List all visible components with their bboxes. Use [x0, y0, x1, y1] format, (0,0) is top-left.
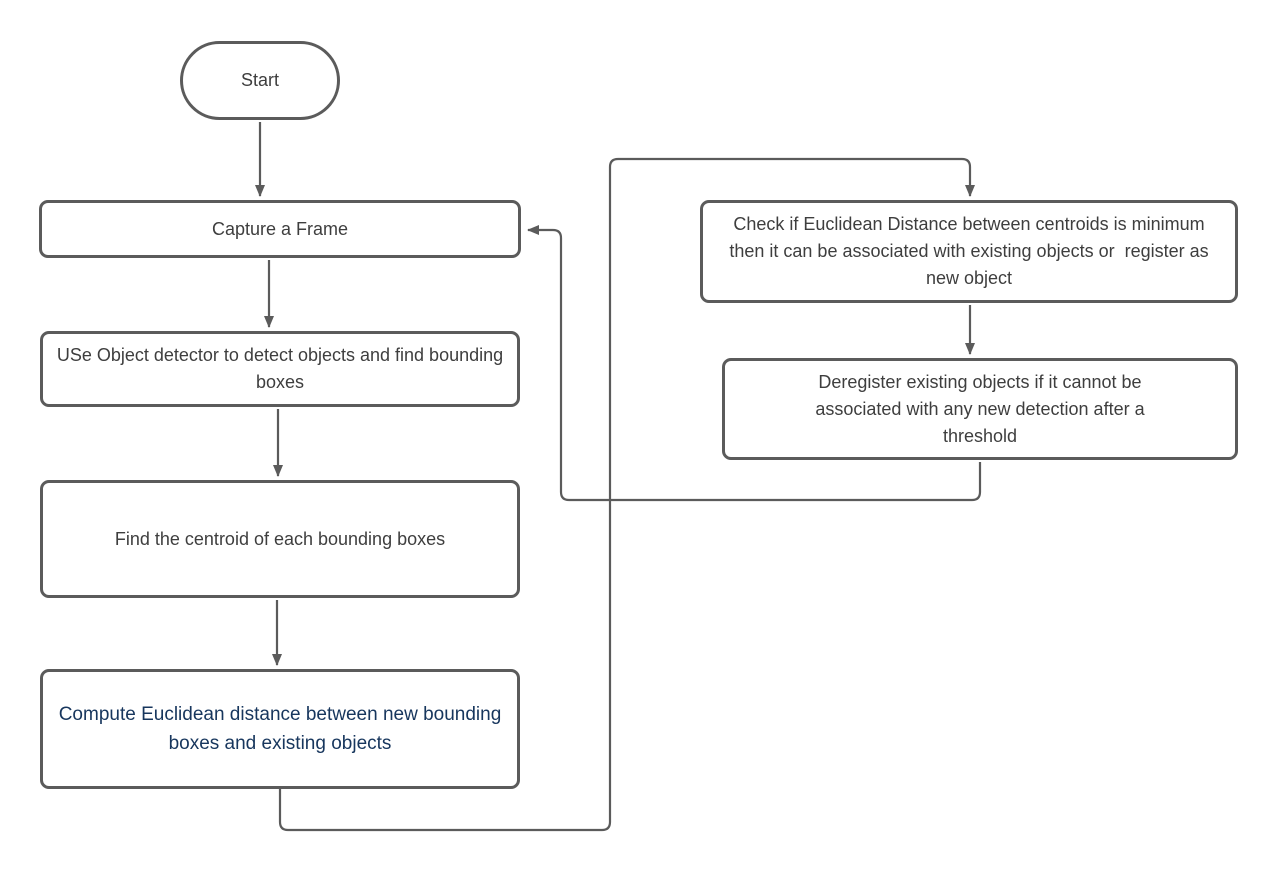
node-find-centroid: [40, 480, 520, 598]
node-object-detector-label: USe Object detector to detect objects and find bounding boxes: [56, 345, 509, 392]
node-find-centroid-label: Find the centroid of each bounding boxes: [114, 528, 446, 549]
node-start: [180, 41, 340, 120]
node-object-detector: [40, 331, 520, 407]
node-deregister-objects: [722, 358, 1238, 460]
node-check-association-label: Check if Euclidean Distance between centroids is minimum then it can be associated with existing objects or register as new object: [729, 214, 1214, 288]
node-deregister-objects-label: Deregister existing objects if it cannot be associated with any new detection after a threshold: [815, 371, 1150, 446]
node-check-association: [700, 200, 1238, 303]
node-capture-frame: [39, 200, 521, 258]
node-capture-frame-label: Capture a Frame: [211, 218, 349, 239]
node-start-label: Start: [240, 70, 279, 90]
node-compute-distance-label: Compute Euclidean distance between new bounding boxes and existing objects: [58, 704, 507, 754]
node-compute-distance: [40, 669, 520, 789]
